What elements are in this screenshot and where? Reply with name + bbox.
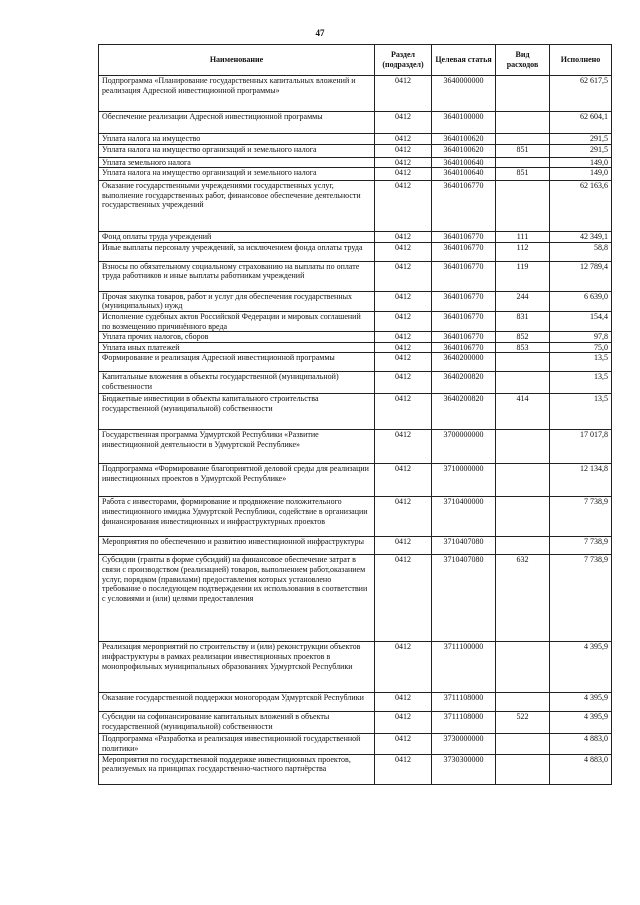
row-name: Бюджетные инвестиции в объекты капитального строительства государственной (муниципальной) собственности	[99, 394, 375, 430]
row-section: 0412	[375, 394, 432, 430]
row-type	[496, 181, 550, 232]
row-section: 0412	[375, 76, 432, 112]
row-target: 3640000000	[432, 76, 496, 112]
row-done: 58,8	[550, 242, 612, 261]
row-section: 0412	[375, 144, 432, 157]
row-type	[496, 464, 550, 497]
table-row	[99, 555, 612, 642]
row-done: 62 163,6	[550, 181, 612, 232]
row-type: 112	[496, 242, 550, 261]
row-target: 3640100000	[432, 112, 496, 134]
header-name: Наименование	[99, 45, 375, 76]
row-type	[496, 693, 550, 712]
table-row	[99, 242, 612, 261]
row-name: Взносы по обязательному социальному страхованию на выплаты по оплате труда работников и иные выплаты работникам учреждений	[99, 261, 375, 291]
header-type: Вид расходов	[496, 45, 550, 76]
table-row	[99, 157, 612, 168]
row-name: Уплата налога на имущество организаций и земельного налога	[99, 144, 375, 157]
row-target: 3711108000	[432, 712, 496, 734]
row-target: 3640100620	[432, 134, 496, 145]
row-target: 3710400000	[432, 497, 496, 537]
row-section: 0412	[375, 754, 432, 784]
row-target: 3711108000	[432, 693, 496, 712]
table-row	[99, 642, 612, 693]
row-done: 62 617,5	[550, 76, 612, 112]
row-name: Уплата иных платежей	[99, 342, 375, 353]
row-done: 4 395,9	[550, 642, 612, 693]
row-name: Субсидии (гранты в форме субсидий) на финансовое обеспечение затрат в связи с производством (реализацией) товаров, выполнением работ,оказанием услуг, порядком (правилами) предоставления которых установлено требование о последующем подтверждении их использования в соответствии с условиями и (или) целями предоставления	[99, 555, 375, 642]
row-done: 75,0	[550, 342, 612, 353]
budget-table	[98, 44, 612, 785]
table-row	[99, 181, 612, 232]
row-target: 3640200820	[432, 372, 496, 394]
row-section: 0412	[375, 112, 432, 134]
table-row	[99, 134, 612, 145]
table-row	[99, 430, 612, 464]
table-row	[99, 497, 612, 537]
row-name: Подпрограмма «Планирование государственных капитальных вложений и реализация Адресной инвестиционной программы»	[99, 76, 375, 112]
table-row	[99, 291, 612, 311]
table-row	[99, 76, 612, 112]
row-type	[496, 353, 550, 372]
row-type: 522	[496, 712, 550, 734]
table-row	[99, 754, 612, 784]
row-target: 3640106770	[432, 232, 496, 243]
row-name: Уплата прочих налогов, сборов	[99, 332, 375, 343]
row-type	[496, 734, 550, 754]
row-section: 0412	[375, 342, 432, 353]
row-type: 244	[496, 291, 550, 311]
row-target: 3710407080	[432, 555, 496, 642]
table-row	[99, 693, 612, 712]
row-name: Фонд оплаты труда учреждений	[99, 232, 375, 243]
row-name: Оказание государственной поддержки моногородам Удмуртской Республики	[99, 693, 375, 712]
row-name: Реализация мероприятий по строительству и (или) реконструкции объектов инфраструктуры в рамках реализации инвестиционных проектов в монопрофильных муниципальных образованиях Удмуртской Республики	[99, 642, 375, 693]
row-done: 291,5	[550, 144, 612, 157]
row-type: 853	[496, 342, 550, 353]
row-type: 851	[496, 144, 550, 157]
row-type: 851	[496, 168, 550, 181]
row-section: 0412	[375, 372, 432, 394]
row-target: 3640100640	[432, 157, 496, 168]
table-row	[99, 394, 612, 430]
table-row	[99, 112, 612, 134]
row-type	[496, 537, 550, 555]
row-section: 0412	[375, 242, 432, 261]
row-done: 149,0	[550, 168, 612, 181]
row-section: 0412	[375, 693, 432, 712]
row-target: 3640106770	[432, 242, 496, 261]
row-name: Субсидии на софинансирование капитальных вложений в объекты государственной (муниципальной) собственности	[99, 712, 375, 734]
header-target: Целевая статья	[432, 45, 496, 76]
row-done: 7 738,9	[550, 497, 612, 537]
row-section: 0412	[375, 232, 432, 243]
row-name: Уплата налога на имущество	[99, 134, 375, 145]
table-row	[99, 372, 612, 394]
row-type	[496, 112, 550, 134]
row-done: 154,4	[550, 311, 612, 331]
table-row	[99, 261, 612, 291]
row-name: Капитальные вложения в объекты государственной (муниципальной) собственности	[99, 372, 375, 394]
row-target: 3710407080	[432, 537, 496, 555]
row-section: 0412	[375, 181, 432, 232]
row-done: 4 883,0	[550, 754, 612, 784]
row-type	[496, 430, 550, 464]
row-target: 3640100620	[432, 144, 496, 157]
row-type	[496, 134, 550, 145]
header-section: Раздел (подраздел)	[375, 45, 432, 76]
row-section: 0412	[375, 261, 432, 291]
row-type: 632	[496, 555, 550, 642]
row-done: 13,5	[550, 353, 612, 372]
row-section: 0412	[375, 497, 432, 537]
row-section: 0412	[375, 332, 432, 343]
row-done: 42 349,1	[550, 232, 612, 243]
row-target: 3710000000	[432, 464, 496, 497]
row-name: Исполнение судебных актов Российской Федерации и мировых соглашений по возмещению причинённого вреда	[99, 311, 375, 331]
row-type: 831	[496, 311, 550, 331]
table-row	[99, 168, 612, 181]
row-section: 0412	[375, 430, 432, 464]
row-name: Подпрограмма «Разработка и реализация инвестиционной государственной политики»	[99, 734, 375, 754]
row-done: 12 134,8	[550, 464, 612, 497]
row-name: Формирование и реализация Адресной инвестиционной программы	[99, 353, 375, 372]
row-name: Обеспечение реализации Адресной инвестиционной программы	[99, 112, 375, 134]
row-done: 97,8	[550, 332, 612, 343]
header-done: Исполнено	[550, 45, 612, 76]
row-section: 0412	[375, 353, 432, 372]
row-section: 0412	[375, 168, 432, 181]
row-done: 291,5	[550, 134, 612, 145]
row-target: 3640106770	[432, 311, 496, 331]
row-name: Мероприятия по государственной поддержке инвестиционных проектов, реализуемых на принципах государственно-частного партнёрства	[99, 754, 375, 784]
row-done: 7 738,9	[550, 537, 612, 555]
row-name: Работа с инвесторами, формирование и продвижение положительного инвестиционного имиджа Удмуртской Республики, содействие в организации финансирования инвестиционных и инфраструктурных проектов	[99, 497, 375, 537]
table-row	[99, 712, 612, 734]
row-done: 4 883,0	[550, 734, 612, 754]
row-type	[496, 372, 550, 394]
row-target: 3640106770	[432, 342, 496, 353]
row-name: Государственная программа Удмуртской Республики «Развитие инвестиционной деятельности в Удмуртской Республике»	[99, 430, 375, 464]
row-section: 0412	[375, 134, 432, 145]
row-name: Уплата земельного налога	[99, 157, 375, 168]
table-header	[99, 45, 612, 76]
page-number: 47	[315, 28, 325, 38]
row-done: 4 395,9	[550, 712, 612, 734]
row-done: 17 017,8	[550, 430, 612, 464]
row-target: 3640200000	[432, 353, 496, 372]
row-name: Мероприятия по обеспечению и развитию инвестиционной инфраструктуры	[99, 537, 375, 555]
row-done: 4 395,9	[550, 693, 612, 712]
row-section: 0412	[375, 537, 432, 555]
row-section: 0412	[375, 291, 432, 311]
row-name: Иные выплаты персоналу учреждений, за исключением фонда оплаты труда	[99, 242, 375, 261]
row-target: 3711100000	[432, 642, 496, 693]
row-target: 3730000000	[432, 734, 496, 754]
row-name: Уплата налога на имущество организаций и земельного налога	[99, 168, 375, 181]
row-target: 3640106770	[432, 261, 496, 291]
table-row	[99, 537, 612, 555]
row-target: 3640106770	[432, 332, 496, 343]
row-done: 6 639,0	[550, 291, 612, 311]
table-row	[99, 332, 612, 343]
row-section: 0412	[375, 555, 432, 642]
row-target: 3700000000	[432, 430, 496, 464]
row-target: 3640100640	[432, 168, 496, 181]
row-done: 12 789,4	[550, 261, 612, 291]
row-section: 0412	[375, 642, 432, 693]
row-type: 119	[496, 261, 550, 291]
row-type	[496, 157, 550, 168]
row-name: Прочая закупка товаров, работ и услуг для обеспечения государственных (муниципальных) нужд	[99, 291, 375, 311]
row-name: Подпрограмма «Формирование благоприятной деловой среды для реализации инвестиционных проектов в Удмуртской Республике»	[99, 464, 375, 497]
row-type	[496, 754, 550, 784]
row-section: 0412	[375, 734, 432, 754]
table-row	[99, 734, 612, 754]
table-row	[99, 464, 612, 497]
row-section: 0412	[375, 157, 432, 168]
row-type: 414	[496, 394, 550, 430]
row-done: 62 604,1	[550, 112, 612, 134]
row-section: 0412	[375, 311, 432, 331]
row-type	[496, 76, 550, 112]
row-type	[496, 497, 550, 537]
table-row	[99, 232, 612, 243]
row-target: 3640106770	[432, 181, 496, 232]
row-type: 852	[496, 332, 550, 343]
row-type	[496, 642, 550, 693]
row-section: 0412	[375, 712, 432, 734]
row-done: 13,5	[550, 372, 612, 394]
row-done: 13,5	[550, 394, 612, 430]
row-name: Оказание государственными учреждениями государственных услуг, выполнение государственных работ, финансовое обеспечение деятельности государственных учреждений	[99, 181, 375, 232]
row-target: 3640200820	[432, 394, 496, 430]
table-row	[99, 311, 612, 331]
table-row	[99, 342, 612, 353]
row-target: 3730300000	[432, 754, 496, 784]
row-target: 3640106770	[432, 291, 496, 311]
table-row	[99, 353, 612, 372]
row-done: 149,0	[550, 157, 612, 168]
row-done: 7 738,9	[550, 555, 612, 642]
row-section: 0412	[375, 464, 432, 497]
table-row	[99, 144, 612, 157]
row-type: 111	[496, 232, 550, 243]
